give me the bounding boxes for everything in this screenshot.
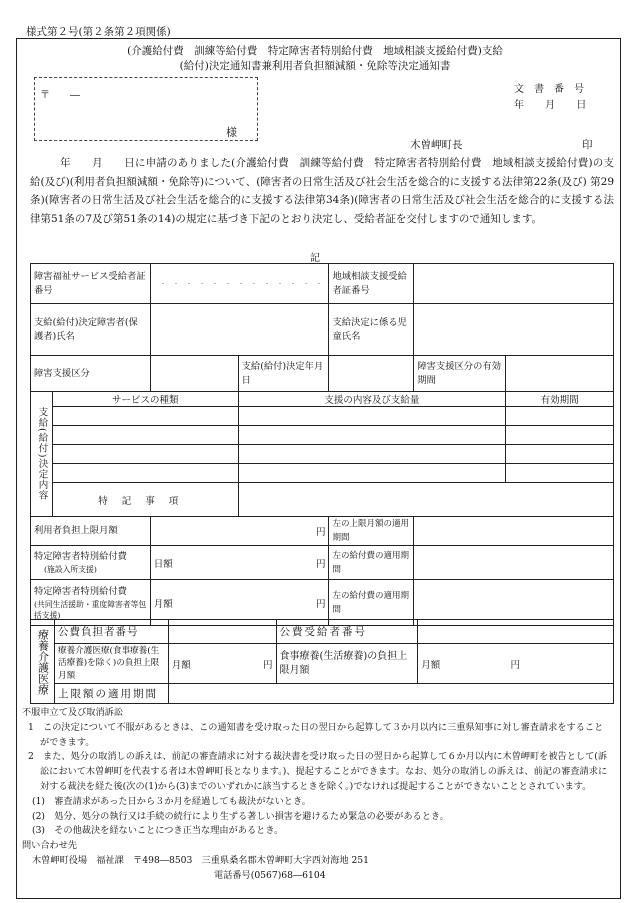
limit-period-label: 左の上限月額の適用期間 [329,517,414,546]
contact-address: 木曽岬町役場 福祉課 〒498―8503 三重県桑名郡木曽岬町大字西対海地 251 [32,854,369,866]
yen-unit: 円 [510,659,520,671]
decided-person-field[interactable] [150,304,329,356]
note-sub-1: (1) 審査請求があった日から３か月を経過しても裁決がないとき。 [32,795,311,807]
decided-person-label: 支給(給付)決定障害者(保護者)氏名 [31,304,151,356]
period-row[interactable] [506,407,614,426]
service-row[interactable] [52,464,238,483]
notes-section [22,706,612,884]
note-2: 2 また、処分の取消しの訴えは、前記の審査請求に対する裁決書を受け取った日の翌日から起算して６か月以内に木曽岬町を被告として(訴訟において木曽岬町を代表する者は木曽岬町長となります。)、提起することができます。なお、処分の取消しの訴えは、前記の審査請求に対する裁決を経た後(次の(1)から(3)までのいずれかに該当するときを除く。)でなければ提起することができないこととされています。 [28,751,608,792]
special-notes-label: 特記事項 [52,483,238,517]
yen-unit: 円 [315,598,326,610]
period-row[interactable] [506,445,614,464]
content-row[interactable] [238,426,506,445]
monthly-label: 月額 [153,598,173,610]
validity-label: 障害支援区分の有効期間 [414,356,506,392]
issuer-name: 木曽岬町長 [410,139,463,151]
monthly-label: 月額 [171,659,191,671]
recipient-number-label-2: 公費受給者番号 [276,620,418,644]
support-content-header: 支援の内容及び支給量 [238,392,506,407]
validity-field[interactable] [506,356,614,392]
payer-number-field[interactable] [168,620,276,644]
seal-mark: 印 [582,139,593,151]
facility-benefit-label: 特定障害者特別給付費 [34,551,127,562]
service-row[interactable] [52,407,238,426]
monthly-limit-label: 利用者負担上限月額 [31,517,151,546]
document-number-label: 文書番号 [514,84,594,95]
child-name-field[interactable] [414,304,614,356]
valid-period-header: 有効期間 [506,392,614,407]
document-date-label: 年 月 日 [514,100,587,111]
medical-limit-label: 療養介護医療(食事療養(生活療養)を除く)の負担上限月額 [54,644,168,684]
notice-body: 年 月 日に申請のありました(介護給付費 訓練等給付費 特定障害者特別給付費 地域相談支援給付費)の支給(及び)(利用者負担額減額・免除等)について、(障害者の日常生活及び社会生活を総合的に支援する法律第22条(及び) 第29条)(障害者の日常生活及び社会生活を総合的に支援する法律第34条)(障害者の日常生活及び社会生活を総合的に支援する法律第51条の7及び第51条の14)の規定に基づき下記のとおり決定し、受給者証を交付しますので通知します。 [30,157,614,225]
yen-unit: 円 [262,659,273,671]
limit-period-field[interactable] [414,517,614,546]
monthly-limit-field[interactable] [150,517,329,546]
payer-number-label: 公費負担者番号 [54,620,168,644]
community-number-field[interactable] [414,264,614,304]
benefit-period-label: 左の給付費の適用期間 [329,546,414,580]
meal-limit-field[interactable] [418,644,614,684]
facility-benefit-sub: (施設入所支援) [44,565,97,574]
honorific: 様 [226,126,237,139]
yen-unit: 円 [315,527,326,538]
title-line-2: (給付)決定通知書兼利用者負担額減額・免除等決定通知書 [179,60,451,72]
notes-heading: 不服申立て及び取消訴訟 [22,707,124,718]
note-sub-2: (2) 処分、処分の執行又は手続の続行により生ずる著しい損害を避けるため緊急の必要があるとき。 [32,810,449,822]
community-number-label: 地域相談支援受給者証番号 [329,264,414,304]
yen-unit: 円 [315,558,326,570]
ki-heading: 記 [310,253,320,264]
medical-side-label: 療養介護医療 [31,620,55,704]
benefit-period-field[interactable] [414,546,614,580]
recipient-number-field-2[interactable] [418,620,614,644]
title-line-1: (介護給付費 訓練等給付費 特定障害者特別給付費 地域相談支援給付費)支給 [127,45,503,57]
support-category-field[interactable] [150,356,238,392]
group-benefit-label: 特定障害者特別給付費 [34,585,127,597]
decision-table [30,263,614,626]
recipient-number-label: 障害福祉サービス受給者証番号 [31,264,151,304]
monthly-label: 月額 [421,659,441,671]
medical-table [30,619,614,704]
note-1: 1 この決定について不服があるときは、この通知書を受け取った日の翌日から起算して３か月以内に三重県知事に対し審査請求をすることができます。 [28,721,604,748]
contact-heading: 問い合わせ先 [22,840,78,852]
limit-period-field-2[interactable] [168,684,613,704]
form-number: 様式第２号(第２条第２項関係) [26,26,171,38]
content-row[interactable] [238,464,506,483]
limit-period-label-2: 上限額の適用期間 [54,684,168,704]
meal-limit-label: 食事療養(生活療養)の負担上限月額 [276,644,418,684]
period-row[interactable] [506,426,614,445]
group-benefit-sub: (共同生活援助・重度障害者等包括支援) [34,599,147,620]
decision-date-label: 支給(給付)決定年月日 [238,356,329,392]
support-category-label: 障害支援区分 [31,356,151,392]
medical-limit-field[interactable] [168,644,276,684]
service-row[interactable] [52,426,238,445]
note-sub-3: (3) その他裁決を経ないことにつき正当な理由があるとき。 [32,825,284,837]
special-notes-field[interactable] [238,483,613,517]
recipient-number-field[interactable] [150,264,329,304]
postal-code: 〒 ― [40,90,80,101]
service-row[interactable] [52,445,238,464]
decision-date-field[interactable] [329,356,414,392]
contact-phone: 電話番号(0567)68―6104 [214,869,326,881]
service-type-header: サービスの種類 [52,392,238,407]
child-name-label: 支給決定に係る児童氏名 [329,304,414,356]
period-row[interactable] [506,464,614,483]
content-row[interactable] [238,445,506,464]
daily-label: 日額 [153,558,173,570]
group-period-label: 左の給付費の適用期間 [329,580,414,626]
content-row[interactable] [238,407,506,426]
daily-amount-field[interactable] [150,546,329,580]
decision-content-label: 支給(給付)決定内容 [31,392,53,517]
